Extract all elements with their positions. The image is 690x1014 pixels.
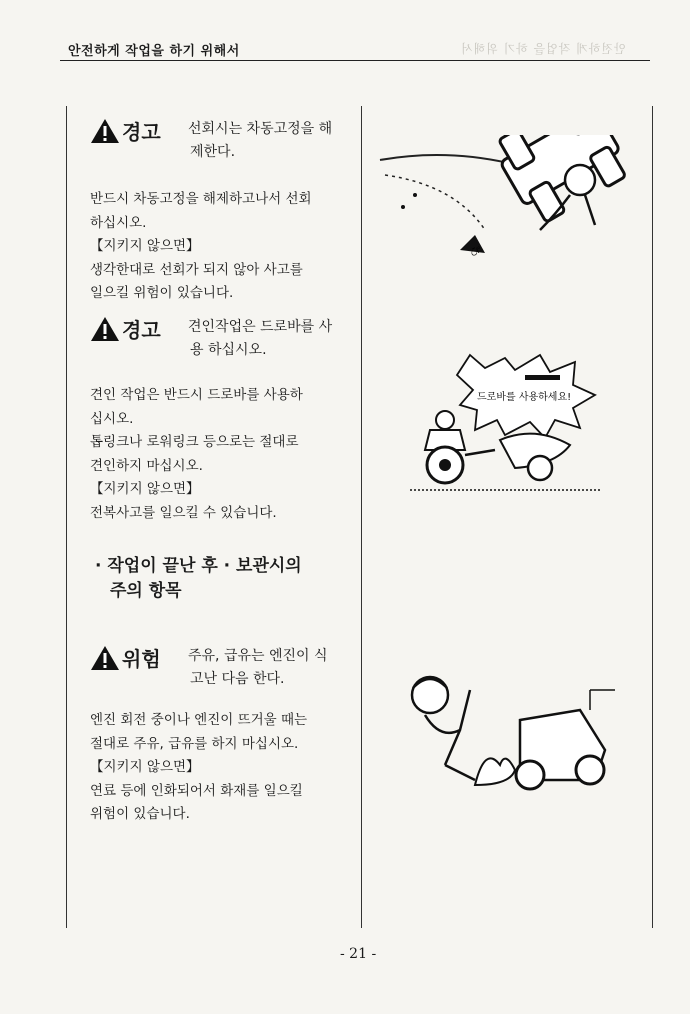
tractor-drawbar-illustration: [405, 350, 605, 500]
show-through-header: 안전하게 작업을 하기 위해서: [460, 42, 626, 56]
warning-block-1: [90, 118, 350, 158]
warning-block-3: [90, 645, 350, 685]
warning-body-1: 반드시 차동고정을 해제하고나서 선회 하십시오. 【지키지 않으면】 생각한대로 선회가 되지 않아 사고를 일으킬 위험이 있습니다.: [90, 191, 312, 301]
column-divider: [361, 106, 362, 928]
drawbar-speech-bubble: 드로바를 사용하세요!: [477, 392, 572, 403]
header-rule: [60, 60, 650, 61]
warning-title: 주유, 급유는 엔진이 식 고난 다음 한다.: [188, 648, 328, 687]
warning-title: 선회시는 차동고정을 해 제한다.: [188, 121, 333, 160]
warning-body-3: 엔진 회전 중이나 엔진이 뜨거울 때는 절대로 주유, 급유를 하지 마십시오. 【지키지 않으면】 연료 등에 인화되어서 화재를 일으킬 위험이 있습니다.: [90, 712, 308, 822]
warning-body-2: 견인 작업은 반드시 드로바를 사용하 십시오. 톱링크나 로워링크 등으로는 절대로 견인하지 마십시오. 【지키지 않으면】 전복사고를 일으킬 수 있습니다.: [90, 387, 303, 521]
warning-block-2: [90, 316, 350, 356]
warning-title: 견인작업은 드로바를 사 용 하십시오.: [188, 319, 333, 358]
warning-label: 경고: [122, 120, 161, 144]
refueling-fire-illustration: [405, 670, 620, 795]
section-heading: · 작업이 끝난 후 · 보관시의 주의 항목: [95, 556, 302, 601]
warning-label: 경고: [122, 318, 161, 342]
right-column-border: [652, 106, 653, 928]
tractor-turning-illustration: [375, 135, 640, 285]
warning-triangle-icon: [90, 316, 120, 342]
warning-triangle-icon: [90, 118, 120, 144]
danger-label: 위험: [122, 647, 161, 671]
page-number: - 21 -: [340, 946, 377, 962]
svg-text:ぴ: ぴ: [470, 247, 480, 258]
warning-triangle-icon: [90, 645, 120, 671]
left-column-border: [66, 106, 67, 928]
page-header-title: 안전하게 작업을 하기 위해서: [68, 44, 240, 59]
